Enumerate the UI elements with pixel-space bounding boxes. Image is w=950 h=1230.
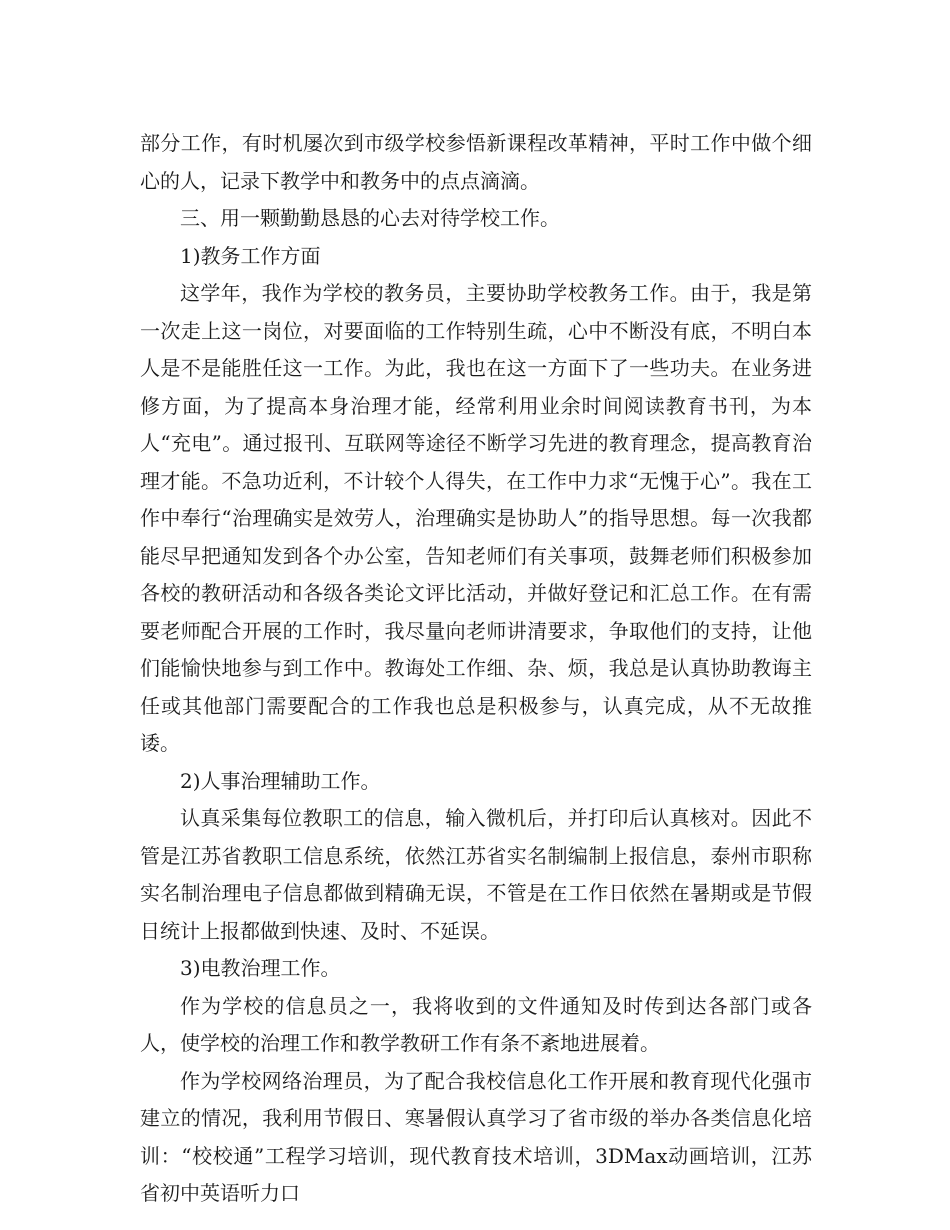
paragraph-academic-affairs: 这学年，我作为学校的教务员，主要协助学校教务工作。由于，我是第一次走上这一岗位，对要面临的工作特别生疏，心中不断没有底，不明白本人是不是能胜任这一工作。为此，我也在这一方面下了一些功夫。在业务进修方面，为了提高本身治理才能，经常利用业余时间阅读教育书刊，为本人“充电”。通过报刊、互联网等途径不断学习先进的教育理念，提高教育治理才能。不急功近利，不计较个人得失，在工作中力求“无愧于心”。我在工作中奉行“治理确实是效劳人，治理确实是协助人”的指导思想。每一次我都能尽早把通知发到各个办公室，告知老师们有关事项，鼓舞老师们积极参加各校的教研活动和各级各类论文评比活动，并做好登记和汇总工作。在有需要老师配合开展的工作时，我尽量向老师讲清要求，争取他们的支持，让他们能愉快地参与到工作中。教诲处工作细、杂、烦，我总是认真协助教诲主任或其他部门需要配合的工作我也总是积极参与，认真完成，从不无故推诿。 (140, 281, 812, 755)
subsection-heading-3: 3)电教治理工作。 (180, 956, 341, 980)
paragraph-continuation: 部分工作，有时机屡次到市级学校参悟新课程改革精神，平时工作中做个细心的人，记录下教学中和教务中的点点滴滴。 (140, 131, 812, 193)
paragraph-personnel: 认真采集每位教职工的信息，输入微机后，并打印后认真核对。因此不管是江苏省教职工信息系统，依然江苏省实名制编制上报信息，泰州市职称实名制治理电子信息都做到精确无误，不管是在工作日依然在暑期或是节假日统计上报都做到快速、及时、不延误。 (140, 806, 812, 943)
section-heading-3: 三、用一颗勤勤恳恳的心去对待学校工作。 (180, 206, 560, 230)
subsection-heading-2: 2)人事治理辅助工作。 (180, 768, 381, 793)
subsection-heading-1: 1)教务工作方面 (180, 243, 321, 268)
paragraph-network-admin: 作为学校网络治理员，为了配合我校信息化工作开展和教育现代化强市建立的情况，我利用节假日、寒暑假认真学习了省市级的举办各类信息化培训：“校校通”工程学习培训，现代教育技术培训，3DMax动画培训，江苏省初中英语听力口 (140, 1068, 812, 1205)
document-body (140, 125, 812, 1213)
paragraph-information-officer: 作为学校的信息员之一，我将收到的文件通知及时传到达各部门或各人，使学校的治理工作和教学教研工作有条不紊地进展着。 (140, 993, 812, 1055)
